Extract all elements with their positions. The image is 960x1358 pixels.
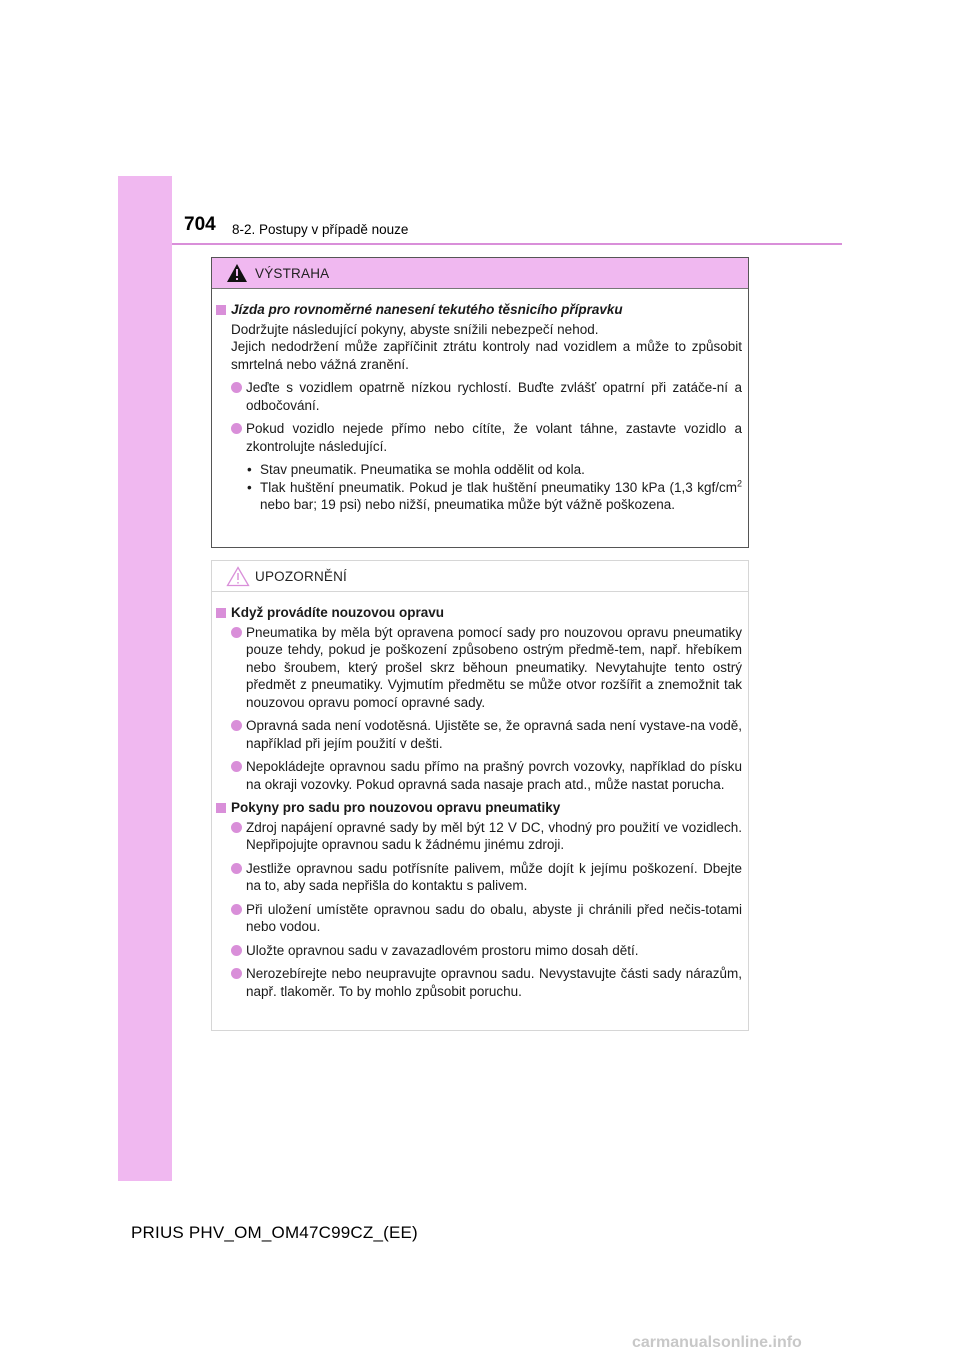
warning-bullet-2: Pokud vozidlo nejede přímo nebo cítíte, že volant táhne, zastavte vozidlo a zkontrolujte následující. (216, 420, 742, 455)
section-title: 8-2. Postupy v případě nouze (232, 222, 409, 237)
warning-sub-2: • Tlak huštění pneumatik. Pokud je tlak huštění pneumatiky 130 kPa (1,3 kgf/$cm^2$ nebo bar; 19 psi) nebo nižší, pneumatika může být vážně poškozena. (247, 478, 742, 512)
caution-bullet-4: Zdroj napájení opravné sady by měl být 12 V DC, vhodný pro použití ve vozidlech. Nepřipojujte opravnou sadu k žádnému jinému zdroji. (216, 819, 742, 854)
caution-bullet-8: Nerozebírejte nebo neupravujte opravnou sadu. Nevystavujte části sady nárazům, např. tlakoměr. To by mohlo způsobit poruchu. (216, 965, 742, 1000)
caution-bullet-6: Při uložení umístěte opravnou sadu do obalu, abyste ji chránili před nečis-totami nebo vodou. (216, 901, 742, 936)
chapter-tab-sidebar (118, 176, 172, 1181)
warning-intro-1: Dodržujte následující pokyny, abyste snížili nebezpečí nehod. (231, 321, 599, 337)
warning-box (211, 257, 749, 548)
round-bullet-icon (231, 720, 242, 731)
round-bullet-icon (231, 761, 242, 772)
caution-bullet-3: Nepokládejte opravnou sadu přímo na prašný povrch vozovky, například do písku na okraji vozovky. Pokud opravná sada nasaje prach atd., může nastat porucha. (216, 758, 742, 793)
caution-heading-1: Když provádíte nouzovou opravu (216, 604, 742, 622)
round-bullet-icon (231, 968, 242, 979)
round-bullet-icon (231, 382, 242, 393)
warning-intro-2: Jejich nedodržení může zapříčinit ztrátu kontroly nad vozidlem a může to způsobit smrtelná nebo vážná zranění. (231, 339, 742, 372)
round-bullet-icon (231, 627, 242, 638)
caution-bullet-1: Pneumatika by měla být opravena pomocí sady pro nouzovou opravu pneumatiky pouze tehdy, pokud je poškození způsobeno ostrým předmě-tem, např. hřebíkem nebo šroubem, který prošel skrz běhoun pneumatiky. Nevytahujte tento ostrý předmět z pneumatiky. Vyjmutím předmětu se může otvor rozšířit a znemožnit tak nouzovou opravu pomocí opravné sady. (216, 624, 742, 712)
warning-title: VÝSTRAHA (255, 266, 330, 281)
sub-bullet-marker: • (247, 462, 252, 477)
page-number: 704 (184, 214, 216, 235)
superscript-2: 2 (736, 478, 742, 488)
round-bullet-icon (231, 945, 242, 956)
warning-header (212, 258, 748, 289)
caution-content (212, 592, 748, 1000)
caution-bullet-2: Opravná sada není vodotěsná. Ujistěte se, že opravná sada není vystave-na vodě, například při jejím použití v dešti. (216, 717, 742, 752)
caution-title: UPOZORNĚNÍ (255, 569, 348, 584)
round-bullet-icon (231, 822, 242, 833)
warning-bullet-1: Jeďte s vozidlem opatrně nízkou rychlostí. Buďte zvlášť opatrní při zatáče-ní a odbočování. (216, 379, 742, 414)
round-bullet-icon (231, 423, 242, 434)
caution-header (212, 561, 748, 592)
caution-heading-2: Pokyny pro sadu pro nouzovou opravu pneumatiky (216, 799, 742, 817)
square-bullet-icon (216, 803, 226, 813)
sub-bullet-marker: • (247, 479, 252, 495)
document-id-footer: PRIUS PHV_OM_OM47C99CZ_(EE) (131, 1223, 418, 1242)
round-bullet-icon (231, 863, 242, 874)
site-watermark: carmanualsonline.info (632, 1334, 802, 1351)
round-bullet-icon (231, 904, 242, 915)
caution-box (211, 560, 749, 1031)
square-bullet-icon (216, 305, 226, 315)
warning-content (212, 289, 748, 514)
square-bullet-icon (216, 608, 226, 618)
warning-triangle-icon (226, 263, 248, 283)
header-divider (172, 243, 842, 245)
caution-triangle-icon (226, 566, 250, 587)
warning-heading: Jízda pro rovnoměrné nanesení tekutého těsnicího přípravku (216, 301, 742, 319)
caution-bullet-5: Jestliže opravnou sadu potřísníte palivem, může dojít k jejímu poškození. Dbejte na to, aby sada nepřišla do kontaktu s palivem. (216, 860, 742, 895)
caution-bullet-7: Uložte opravnou sadu v zavazadlovém prostoru mimo dosah dětí. (216, 942, 742, 960)
warning-sub-1: • Stav pneumatik. Pneumatika se mohla oddělit od kola. (247, 462, 585, 477)
